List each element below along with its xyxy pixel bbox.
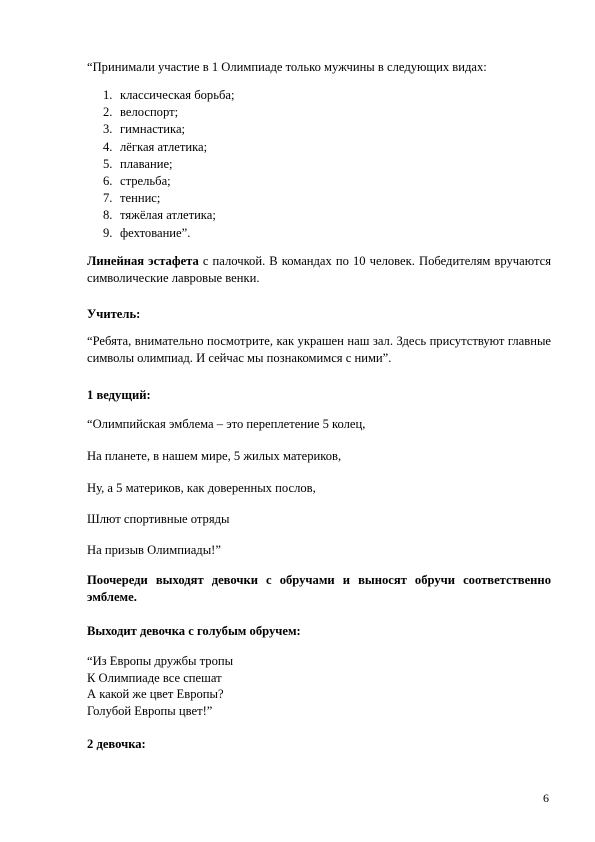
- list-item: [103, 121, 234, 138]
- sports-list: [103, 87, 234, 242]
- list-number: 8.: [103, 208, 113, 223]
- list-number: 4.: [103, 139, 113, 154]
- list-text: теннис;: [120, 191, 161, 206]
- teacher-label: Учитель:: [87, 307, 141, 321]
- list-number: 7.: [103, 191, 113, 206]
- host1-line-5: На призыв Олимпиады!”: [87, 543, 221, 557]
- list-number: 3.: [103, 122, 113, 137]
- poem-line: А какой же цвет Европы?: [87, 687, 224, 701]
- list-text: лёгкая атлетика;: [120, 139, 208, 154]
- host1-line-3: Ну, а 5 материков, как доверенных послов,: [87, 481, 316, 495]
- relay-paragraph: [87, 253, 551, 287]
- host1-label: 1 ведущий:: [87, 388, 151, 402]
- list-text: стрельба;: [120, 174, 171, 189]
- list-item: [103, 139, 234, 156]
- list-text: тяжёлая атлетика;: [120, 208, 216, 223]
- list-number: 2.: [103, 105, 113, 120]
- list-number: 6.: [103, 174, 113, 189]
- list-item: [103, 207, 234, 224]
- teacher-speech: “Ребята, внимательно посмотрите, как украшен наш зал. Здесь присутствуют главные символы олимпиад. И сейчас мы познакомимся с ними”.: [87, 334, 551, 365]
- list-item: [103, 173, 234, 190]
- list-text: велоспорт;: [120, 105, 179, 120]
- page-number: 6: [543, 791, 549, 805]
- girls-note-text: Поочереди выходят девочки с обручами и выносят обручи соответственно эмблеме.: [87, 573, 551, 604]
- list-text: плавание;: [120, 156, 173, 171]
- list-text: классическая борьба;: [120, 88, 235, 102]
- blue-poem: [87, 653, 233, 719]
- poem-line: Голубой Европы цвет!”: [87, 703, 213, 718]
- list-item: [103, 104, 234, 121]
- intro-paragraph: “Принимали участие в 1 Олимпиаде только мужчины в следующих видах:: [87, 60, 487, 74]
- list-item: [103, 190, 234, 207]
- girls-note: [87, 572, 551, 606]
- poem-line: “Из Европы дружбы тропы: [87, 654, 234, 668]
- host1-line-2: На планете, в нашем мире, 5 жилых материков,: [87, 449, 342, 463]
- list-number: 1.: [103, 88, 113, 102]
- list-number: 9.: [103, 225, 113, 240]
- poem-line: К Олимпиаде все спешат: [87, 670, 222, 685]
- blue-girl-label: Выходит девочка с голубым обручем:: [87, 624, 301, 638]
- girl2-label: 2 девочка:: [87, 737, 146, 751]
- list-item: [103, 156, 234, 173]
- host1-line-4: Шлют спортивные отряды: [87, 512, 230, 526]
- list-item: [103, 225, 234, 242]
- relay-text: с палочкой. В командах по 10 человек. Победителям вручаются символические лавровые венки.: [87, 254, 551, 285]
- host1-line-1: “Олимпийская эмблема – это переплетение 5 колец,: [87, 417, 366, 431]
- relay-title: Линейная эстафета: [87, 254, 199, 268]
- list-item: [103, 87, 234, 104]
- list-text: гимнастика;: [120, 122, 186, 137]
- list-number: 5.: [103, 156, 113, 171]
- list-text: фехтование”.: [120, 225, 191, 240]
